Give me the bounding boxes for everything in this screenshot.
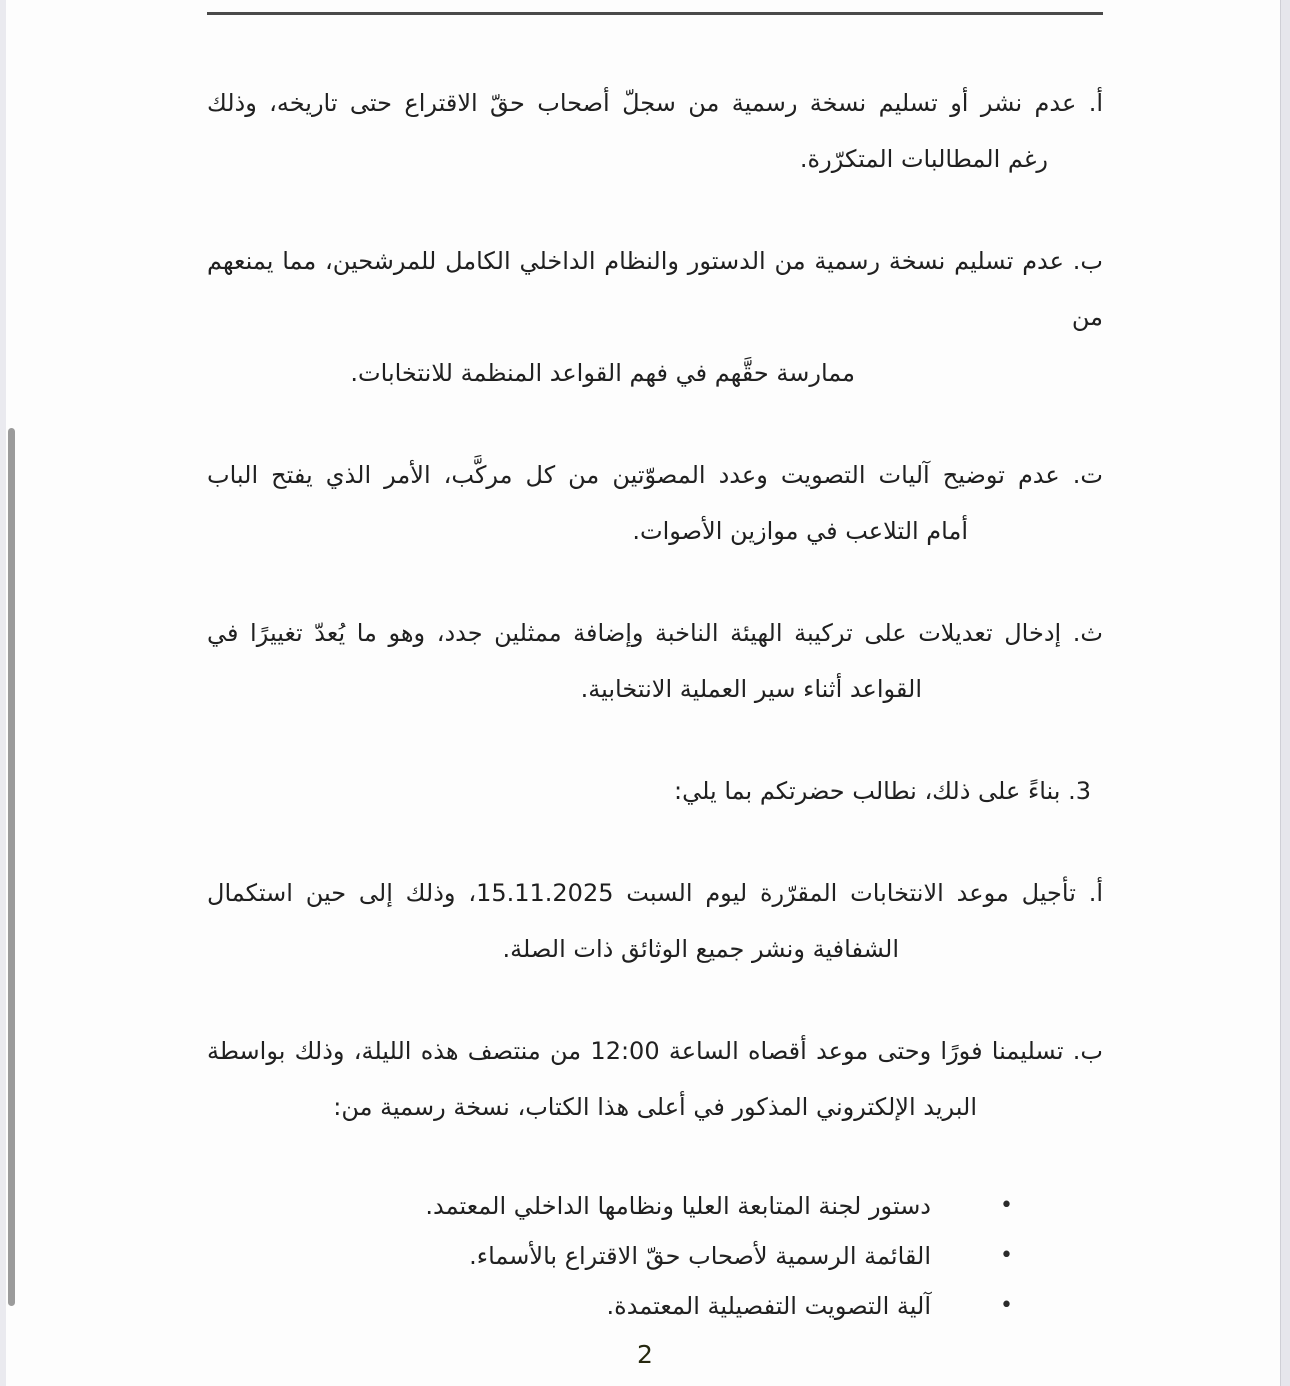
scrollbar-thumb[interactable]	[8, 428, 15, 1306]
clause-th-line-1: ث. إدخال تعديلات على تركيبة الهيئة الناخبة وإضافة ممثلين جدد، وهو ما يُعدّ تغييرًا في	[207, 619, 1103, 647]
clause-t-line-1: ت. عدم توضيح آليات التصويت وعدد المصوّتين من كل مركَّب، الأمر الذي يفتح الباب	[207, 461, 1103, 489]
clause-b-line-2: ممارسة حقَّهم في فهم القواعد المنظمة للانتخابات.	[350, 359, 855, 387]
bullet-text-constitution: دستور لجنة المتابعة العليا ونظامها الداخلي المعتمد.	[425, 1192, 931, 1220]
clause-a-line-2: رغم المطالبات المتكرّرة.	[799, 145, 1048, 173]
bullet-icon: •	[1000, 1243, 1013, 1268]
header-rule	[207, 12, 1103, 15]
page-edge-right	[1280, 0, 1290, 1386]
clause-3-heading	[207, 763, 1103, 819]
clause-3-line: 3. بناءً على ذلك، نطالب حضرتكم بما يلي:	[673, 777, 1091, 805]
demand-b	[207, 1023, 1103, 1135]
documents-bullet-list	[207, 1181, 1103, 1331]
bullet-text-voting-mechanism: آلية التصويت التفصيلية المعتمدة.	[606, 1292, 931, 1320]
clause-b	[207, 233, 1103, 401]
list-item	[207, 1281, 1103, 1331]
document-body	[207, 75, 1103, 1331]
demand-a	[207, 865, 1103, 977]
clause-th-line-2: القواعد أثناء سير العملية الانتخابية.	[580, 675, 922, 703]
clause-t	[207, 447, 1103, 559]
list-item	[207, 1231, 1103, 1281]
bullet-text-voter-list: القائمة الرسمية لأصحاب حقّ الاقتراع بالأسماء.	[469, 1242, 931, 1270]
clause-a-line-1: أ. عدم نشر أو تسليم نسخة رسمية من سجلّ أصحاب حقّ الاقتراع حتى تاريخه، وذلك	[207, 89, 1103, 117]
bullet-icon: •	[1000, 1293, 1013, 1318]
demand-a-line-2: الشفافية ونشر جميع الوثائق ذات الصلة.	[502, 935, 899, 963]
page-number: 2	[637, 1340, 653, 1369]
clause-th	[207, 605, 1103, 717]
bullet-icon: •	[1000, 1193, 1013, 1218]
list-item	[207, 1181, 1103, 1231]
clause-a	[207, 75, 1103, 187]
demand-b-line-1: ب. تسليمنا فورًا وحتى موعد أقصاه الساعة 12:00 من منتصف هذه الليلة، وذلك بواسطة	[207, 1037, 1103, 1065]
page-edge-left	[0, 0, 6, 1386]
demand-a-line-1: أ. تأجيل موعد الانتخابات المقرّرة ليوم السبت 15.11.2025، وذلك إلى حين استكمال	[207, 879, 1103, 907]
clause-t-line-2: أمام التلاعب في موازين الأصوات.	[632, 517, 968, 545]
clause-b-line-1: ب. عدم تسليم نسخة رسمية من الدستور والنظام الداخلي الكامل للمرشحين، مما يمنعهم من	[207, 247, 1103, 331]
demand-b-line-2: البريد الإلكتروني المذكور في أعلى هذا الكتاب، نسخة رسمية من:	[333, 1093, 977, 1121]
